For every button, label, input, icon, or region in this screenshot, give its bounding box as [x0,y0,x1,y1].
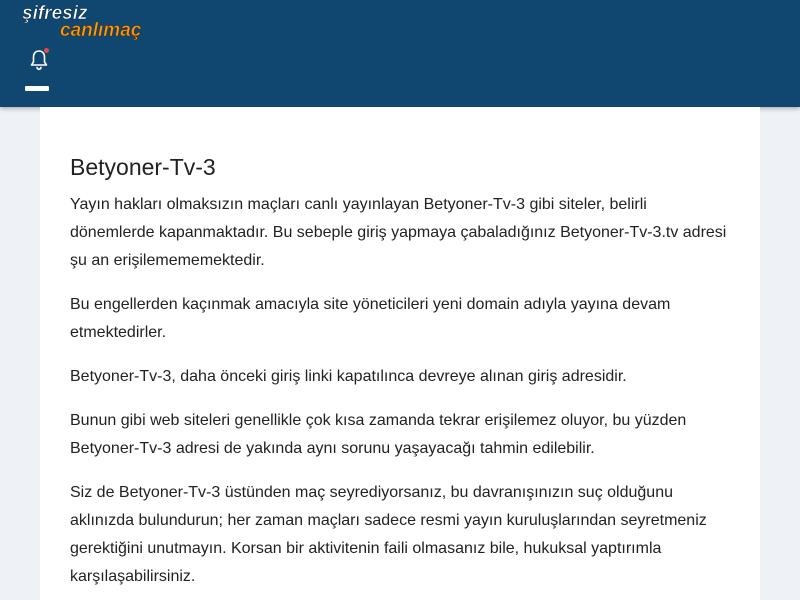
article-paragraph-4: Bunun gibi web siteleri genellikle çok kısa zamanda tekrar erişilemez oluyor, bu yüzden Betyoner-Tv-3 adresi de yakında aynı sorunu yaşayacağı tahmin edilebilir. [70,412,687,457]
article-title: Betyoner-Tv-3 [70,154,216,180]
article-paragraph-2: Bu engellerden kaçınmak amacıyla site yöneticileri yeni domain adıyla yayına devam etmektedirler. [70,296,671,341]
article-paragraph-1: Yayın hakları olmaksızın maçları canlı yayınlayan Betyoner-Tv-3 gibi siteler, belirli dönemlerde kapanmaktadır. Bu sebeple giriş yapmaya çabaladığınız Betyoner-Tv-3.tv adresi şu an erişilemememektedir. [70,196,727,269]
article-paragraph-3: Betyoner-Tv-3, daha önceki giriş linki kapatılınca devreye alınan giriş adresidir. [70,368,627,385]
article-paragraph-5: Siz de Betyoner-Tv-3 üstünden maç seyrediyorsanız, bu davranışınızın suç olduğunu aklınızda bulundurun; her zaman maçları sadece resmi yayın kuruluşlarından seyretmeniz gerektiğini unutmayın. Korsan bir aktivitenin faili olmasanız bile, hukuksal yaptırımla karşılaşabilirsiniz. [70,484,707,585]
hamburger-menu-icon[interactable] [25,86,49,91]
logo-line1: şifresiz [22,3,88,24]
bell-icon[interactable] [27,48,51,72]
notification-dot [44,48,49,53]
logo-line2: canlımaç [60,20,142,40]
site-header [0,0,800,107]
article-card [40,107,760,600]
site-logo[interactable] [20,2,166,40]
